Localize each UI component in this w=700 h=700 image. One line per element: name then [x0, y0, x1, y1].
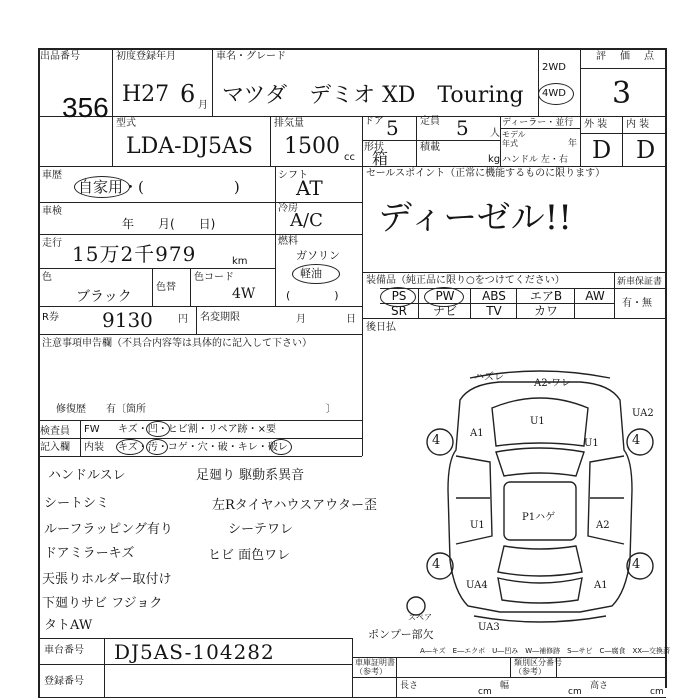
divider: [362, 391, 363, 456]
lot-label: 出品番号: [40, 51, 80, 62]
inspector-label: 検査員 記入欄: [40, 426, 70, 453]
divider: [196, 306, 197, 334]
divider: [104, 638, 105, 697]
model-label: 型式: [116, 118, 136, 129]
divider: [38, 438, 362, 439]
drive-4wd: 4WD: [542, 88, 566, 99]
length-label: 長さ: [400, 681, 419, 691]
divider: [38, 234, 362, 235]
divider: [538, 48, 539, 116]
color-change-label: 色替: [156, 282, 176, 293]
history-value: 自家用・( ): [78, 178, 240, 196]
first-reg-label: 初度登録年月: [116, 51, 176, 62]
diag-a2-ware: A2-ワレ: [534, 378, 571, 389]
tire-fr: 4: [632, 433, 641, 448]
exterior-value: D: [592, 136, 612, 164]
divider: [38, 334, 362, 335]
displacement-unit: cc: [344, 152, 355, 163]
equip-pw: PW: [435, 289, 455, 303]
car-name-value: マツダ デミオ XD Touring: [222, 83, 524, 108]
class-label: 類別区分番号 （参考）: [514, 658, 562, 676]
interior-value: D: [636, 136, 656, 164]
divider: [574, 288, 575, 318]
diag-a1-rear: A1: [594, 580, 608, 591]
note-1: ハンドルスレ: [48, 468, 126, 483]
divider: [362, 166, 363, 391]
divider: [510, 657, 511, 677]
divider: [418, 288, 419, 318]
capacity-value: 5: [456, 116, 469, 140]
equip-pw-circle: [424, 287, 464, 307]
car-name-label: 車名・グレード: [216, 51, 286, 62]
note-right-3: シーテワレ: [228, 522, 294, 537]
shape-value: 箱: [372, 149, 389, 168]
lot-number: 356: [62, 92, 109, 123]
model-year-label: モデル 年式: [502, 130, 526, 148]
color-code-value: 4W: [232, 286, 256, 302]
chassis-value: DJ5AS-104282: [114, 640, 275, 664]
history-label: 車歴: [42, 170, 62, 181]
note-2: シートシミ: [44, 496, 110, 511]
width-label: 幅: [500, 681, 510, 691]
divider: [516, 288, 517, 318]
r-unit: 円: [178, 314, 188, 325]
displacement-label: 排気量: [274, 118, 304, 129]
width-cm: cm: [568, 687, 582, 697]
history-circle: [74, 176, 130, 198]
legend: A―キズ E―エクボ U―凹み W―補修跡 S―サビ C―腐食 XX―交換済: [420, 647, 671, 655]
drive-2wd: 2WD: [542, 62, 566, 73]
fuel-paren: ( ): [286, 289, 339, 302]
note-5: 天張りホルダー取付け: [42, 572, 172, 587]
divider: [38, 456, 362, 457]
ac-value: A/C: [290, 210, 323, 231]
divider: [352, 677, 666, 678]
shift-label: シフト: [278, 170, 308, 181]
divider: [362, 272, 666, 273]
sales-point-label: セールスポイント（正常に機能するものに限ります）: [366, 168, 606, 179]
frame-right: [665, 48, 667, 688]
interior-circle-2: [146, 439, 168, 455]
height-label: 高さ: [590, 681, 609, 691]
parking-label: 車庫証明書 （参考）: [355, 658, 395, 676]
handle-label: ハンドル 左・右: [502, 155, 568, 165]
divider: [38, 202, 362, 203]
displacement-value: 1500: [284, 134, 340, 159]
fw-label: FW: [84, 424, 100, 435]
mileage-label: 走行: [42, 238, 62, 249]
score-label: 評 価 点: [596, 51, 656, 62]
note-4: ドアミラーキズ: [44, 546, 135, 561]
fuel-option-diesel: 軽油: [300, 267, 322, 280]
divider: [580, 48, 581, 166]
divider: [270, 116, 271, 166]
frame-top: [38, 48, 666, 50]
divider: [352, 657, 666, 658]
tire-fl: 4: [432, 433, 441, 448]
note-3: ルーフラッピング有り: [44, 522, 173, 537]
inspection-label: 車検: [42, 206, 62, 217]
fuel-label: 燃料: [278, 236, 298, 247]
year-suffix: 年: [568, 139, 578, 149]
equip-leather: カワ: [533, 304, 558, 318]
interior-insp-items: キズ・汚・コゲ・穴・破・キレ・破レ: [118, 442, 288, 453]
divider: [38, 268, 275, 269]
fw-circle: [146, 421, 170, 437]
dealer-label: ディーラー・並行: [502, 118, 574, 128]
score-value: 3: [612, 76, 632, 111]
first-reg-year: H27: [122, 82, 170, 107]
equip-tv: TV: [486, 304, 502, 318]
divider: [275, 166, 276, 306]
warranty-value: 有・無: [622, 298, 652, 309]
divider: [38, 697, 352, 698]
note-7: タトAW: [44, 618, 93, 633]
load-unit: kg: [488, 154, 501, 165]
drive-4wd-circle: [538, 83, 574, 105]
shift-value: AT: [296, 176, 323, 200]
equip-airbag: エアB: [529, 289, 563, 303]
divider: [362, 318, 666, 319]
r-label: R券: [42, 312, 59, 323]
divider: [580, 68, 666, 69]
equipment-label: 装備品（純正品に限り○をつけてください）: [366, 275, 565, 286]
rear-seat-label: 後日払: [366, 322, 396, 333]
diag-hazure: ハズレ: [474, 372, 504, 383]
note-right-2: 左Rタイヤハウスアウター歪: [212, 498, 378, 513]
divider: [500, 116, 501, 166]
divider: [112, 48, 113, 166]
divider: [362, 140, 500, 141]
diag-ua4: UA4: [466, 580, 488, 591]
divider: [396, 657, 397, 697]
diag-a2: A2: [596, 520, 610, 531]
equip-aw: AW: [585, 289, 605, 303]
mileage-value: 15万2千979: [72, 242, 197, 266]
color-code-label: 色コード: [194, 272, 234, 283]
interior-circle-3: [270, 439, 292, 455]
repair-label: 修復歴 有〔箇所 〕: [56, 404, 336, 415]
diag-ua3: UA3: [478, 622, 500, 633]
diag-pump-missing: ポンプー部欠: [368, 628, 434, 641]
divider: [38, 306, 362, 307]
tire-rl: 4: [432, 557, 441, 572]
divider: [614, 288, 666, 289]
diag-u1-top: U1: [530, 416, 545, 427]
model-value: LDA-DJ5AS: [126, 134, 253, 159]
equip-sr: SR: [391, 304, 407, 318]
name-change-day: 日: [346, 314, 356, 325]
divider: [614, 272, 615, 318]
name-change-label: 名変期限: [200, 312, 240, 323]
equip-ps: PS: [391, 289, 407, 303]
r-value: 9130: [102, 308, 153, 332]
doors-value: 5: [386, 116, 399, 140]
height-cm: cm: [650, 687, 664, 697]
equip-navi: ナビ: [432, 304, 457, 318]
diag-u1-left: U1: [470, 520, 485, 531]
divider: [622, 116, 623, 166]
divider: [352, 697, 666, 698]
note-right-1: 足廻り 駆動系異音: [196, 468, 305, 483]
load-label: 積載: [420, 142, 440, 153]
frame-left: [38, 48, 40, 698]
length-cm: cm: [478, 687, 492, 697]
diag-a1: A1: [470, 428, 484, 439]
diag-ua2: UA2: [632, 408, 654, 419]
equip-abs: ABS: [482, 289, 506, 303]
sales-point-value: ディーゼル!!: [378, 198, 572, 238]
note-6: 下廻りサビ フジョク: [42, 596, 163, 611]
car-damage-diagram: [400, 360, 665, 645]
mileage-unit: km: [232, 256, 248, 267]
divider: [38, 664, 352, 665]
interior-circle-1: [116, 439, 144, 455]
divider: [80, 420, 81, 456]
divider: [152, 268, 153, 306]
divider: [38, 166, 666, 167]
reg-label: 登録番号: [44, 676, 84, 687]
color-value: ブラック: [76, 289, 132, 305]
interior-insp-label: 内装: [84, 442, 104, 453]
interior-label: 内 装: [626, 119, 650, 130]
divider: [212, 48, 213, 116]
note-right-4: ヒビ 面色ワレ: [208, 548, 291, 563]
name-change-month: 月: [296, 314, 306, 325]
warranty-label: 新車保証書: [617, 277, 663, 287]
fw-items: キズ・凹・ヒビ割・リペア跡・×要: [118, 424, 276, 435]
shape-label: 形状: [364, 142, 384, 153]
capacity-unit: 人: [490, 128, 500, 139]
capacity-label: 定員: [420, 116, 440, 127]
divider: [38, 638, 352, 639]
diag-spare: スペア: [408, 613, 432, 622]
color-label: 色: [42, 272, 52, 283]
divider: [362, 116, 363, 166]
divider: [190, 268, 191, 306]
chassis-label: 車台番号: [44, 645, 84, 656]
notes-label: 注意事項申告欄（不具合内容等は具体的に記入して下さい）: [42, 338, 312, 349]
tire-rr: 4: [632, 557, 641, 572]
first-reg-month: 6: [180, 80, 196, 108]
inspection-value: 年 月( 日): [122, 217, 216, 231]
divider: [470, 288, 471, 318]
doors-label: ドア: [364, 116, 384, 127]
divider: [580, 133, 666, 134]
fuel-circle: [292, 264, 340, 284]
diag-u1-right: U1: [584, 438, 599, 449]
ac-label: 冷房: [278, 203, 298, 214]
exterior-label: 外 装: [584, 119, 608, 130]
divider: [38, 420, 362, 421]
divider: [416, 116, 417, 166]
equip-ps-circle: [380, 287, 416, 307]
diag-p1-hage: P1ハゲ: [522, 512, 556, 523]
divider: [352, 638, 353, 697]
fuel-option-gas: ガソリン: [296, 249, 340, 262]
month-suffix: 月: [198, 100, 208, 111]
